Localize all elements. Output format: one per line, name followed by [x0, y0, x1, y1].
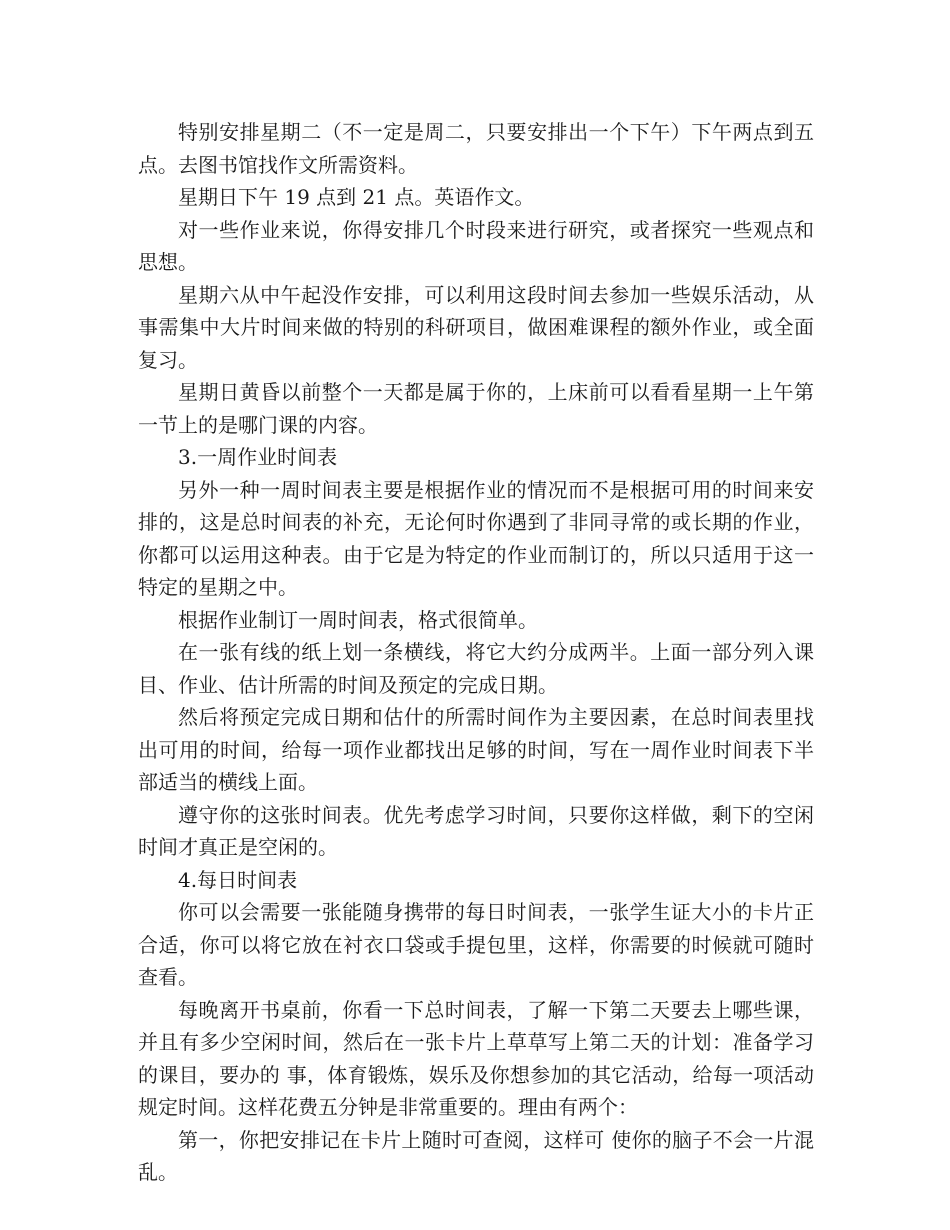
paragraph: 然后将预定完成日期和估什的所需时间作为主要因素，在总时间表里找出可用的时间，给每一项作业都找出足够的时间，写在一周作业时间表下半部适当的横线上面。	[138, 705, 814, 794]
section-heading: 3.一周作业时间表	[178, 445, 338, 469]
paragraph: 星期六从中午起没作安排，可以利用这段时间去参加一些娱乐活动，从事需集中大片时间来做的特别的科研项目，做困难课程的额外作业，或全面复习。	[138, 282, 814, 372]
document-body	[138, 116, 814, 1189]
paragraph: 星期日下午 19 点到 21 点。英语作文。	[178, 185, 535, 209]
paragraph: 第一，你把安排记在卡片上随时可查阅，这样可 使你的脑子不会一片混乱。	[138, 1127, 814, 1184]
paragraph: 每晚离开书桌前，你看一下总时间表，了解一下第二天要去上哪些课，并且有多少空闲时间，然后在一张卡片上草草写上第二天的计划：准备学习的课目，要办的 事，体育锻炼，娱乐及你想参加的其它活动，给每一项活动规定时间。这样花费五分钟是非常重要的。理由有两个：	[138, 997, 814, 1119]
section-heading: 4.每日时间表	[178, 867, 298, 892]
paragraph: 对一些作业来说，你得安排几个时段来进行研究，或者探究一些观点和 思想。	[138, 217, 814, 274]
paragraph: 星期日黄昏以前整个一天都是属于你的，上床前可以看看星期一上午第一节上的是哪门课的内容。	[138, 380, 814, 437]
paragraph: 特别安排星期二（不一定是周二，只要安排出一个下午）下午两点到五点。去图书馆找作文所需资料。	[138, 120, 814, 177]
paragraph: 根据作业制订一周时间表，格式很简单。	[178, 607, 538, 632]
paragraph: 你可以会需要一张能随身携带的每日时间表，一张学生证大小的卡片正合适，你可以将它放在衬衣口袋或手提包里，这样，你需要的时候就可随时查看。	[138, 900, 814, 989]
paragraph: 遵守你的这张时间表。优先考虑学习时间，只要你这样做，剩下的空闲时间才真正是空闲的。	[138, 802, 814, 859]
paragraph: 另外一种一周时间表主要是根据作业的情况而不是根据可用的时间来安排的，这是总时间表的补充，无论何时你遇到了非同寻常的或长期的作业，你都可以运用这种表。由于它是为特定的作业而制订的，所以只适用于这一特定的星期之中。	[138, 477, 814, 599]
paragraph: 在一张有线的纸上划一条横线，将它大约分成两半。上面一部分列入课目、作业、估计所需的时间及预定的完成日期。	[138, 640, 814, 697]
